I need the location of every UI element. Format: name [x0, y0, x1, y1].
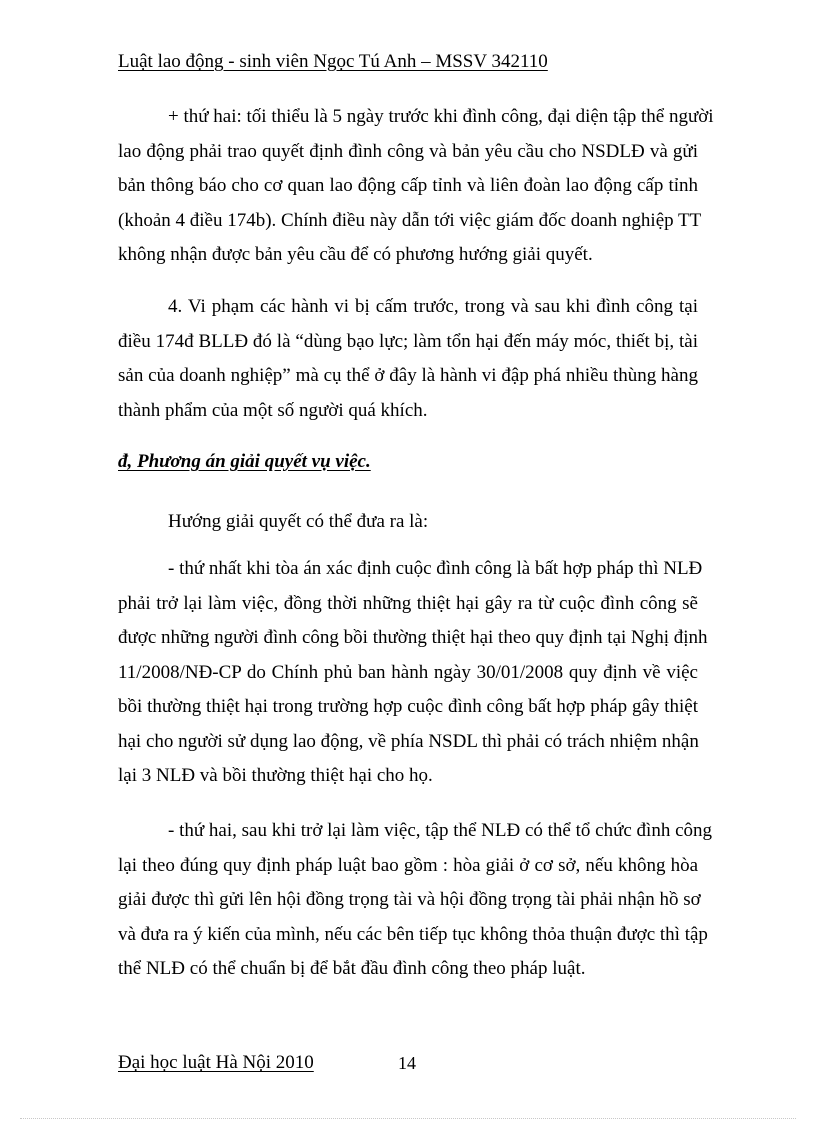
text-line: 11/2008/NĐ-CP do Chính phủ ban hành ngày 30/01/2008 quy định về việc	[118, 661, 698, 683]
paragraph-prohibited-acts	[118, 290, 698, 428]
text-line: (khoản 4 điều 174b). Chính điều này dẫn tới việc giám đốc doanh nghiệp TT	[118, 209, 702, 231]
text-line: được những người đình công bồi thường thiệt hại theo quy định tại Nghị định	[118, 627, 708, 648]
paragraph-solution-first	[118, 552, 708, 794]
page-header: Luật lao động - sinh viên Ngọc Tú Anh – MSSV 342110	[118, 51, 548, 72]
text-line: - thứ hai, sau khi trở lại làm việc, tập thể NLĐ có thể tổ chức đình công	[168, 820, 713, 841]
paragraph-strike-notice	[118, 100, 714, 273]
text-line: - thứ nhất khi tòa án xác định cuộc đình công là bất hợp pháp thì NLĐ	[168, 558, 703, 579]
text-line: bản thông báo cho cơ quan lao động cấp tỉnh và liên đoàn lao động cấp tỉnh	[118, 175, 698, 196]
page-bottom-border	[20, 1118, 796, 1119]
section-heading: đ, Phương án giải quyết vụ việc.	[118, 451, 371, 472]
text-line: giải được thì gửi lên hội đồng trọng tài và hội đồng trọng tài phải nhận hồ sơ	[118, 889, 701, 910]
text-line: và đưa ra ý kiến của mình, nếu các bên tiếp tục không thỏa thuận được thì tập	[118, 923, 708, 945]
text-line: lao động phải trao quyết định đình công và bản yêu cầu cho NSDLĐ và gửi	[118, 140, 698, 162]
text-line: phải trở lại làm việc, đồng thời những thiệt hại gây ra từ cuộc đình công sẽ	[118, 592, 698, 614]
text-line: lại 3 NLĐ và bồi thường thiệt hại cho họ.	[118, 765, 433, 786]
text-line: Hướng giải quyết có thể đưa ra là:	[168, 511, 429, 532]
text-line: thành phẩm của một số người quá khích.	[118, 399, 428, 421]
page-footer: Đại học luật Hà Nội 2010	[118, 1052, 314, 1073]
text-line: lại theo đúng quy định pháp luật bao gồm : hòa giải ở cơ sở, nếu không hòa	[118, 854, 698, 876]
text-line: 4. Vi phạm các hành vi bị cấm trước, trong và sau khi đình công tại	[168, 296, 698, 317]
page-number: 14	[398, 1053, 416, 1073]
text-line: không nhận được bản yêu cầu để có phương hướng giải quyết.	[118, 244, 593, 265]
text-line: điều 174đ BLLĐ đó là “dùng bạo lực; làm tổn hại đến máy móc, thiết bị, tài	[118, 330, 698, 352]
text-line: + thứ hai: tối thiểu là 5 ngày trước khi đình công, đại diện tập thể người	[168, 106, 714, 127]
text-line: thể NLĐ có thể chuẩn bị để bắt đầu đình công theo pháp luật.	[118, 958, 586, 979]
text-line: hại cho người sử dụng lao động, về phía NSDL thì phải có trách nhiệm nhận	[118, 730, 699, 752]
paragraph-solution-second	[118, 814, 713, 987]
text-line: sản của doanh nghiệp” mà cụ thể ở đây là hành vi đập phá nhiều thùng hàng	[118, 365, 698, 386]
text-line: bồi thường thiệt hại trong trường hợp cuộc đình công bất hợp pháp gây thiệt	[118, 696, 698, 717]
paragraph-solution-intro	[118, 505, 698, 540]
